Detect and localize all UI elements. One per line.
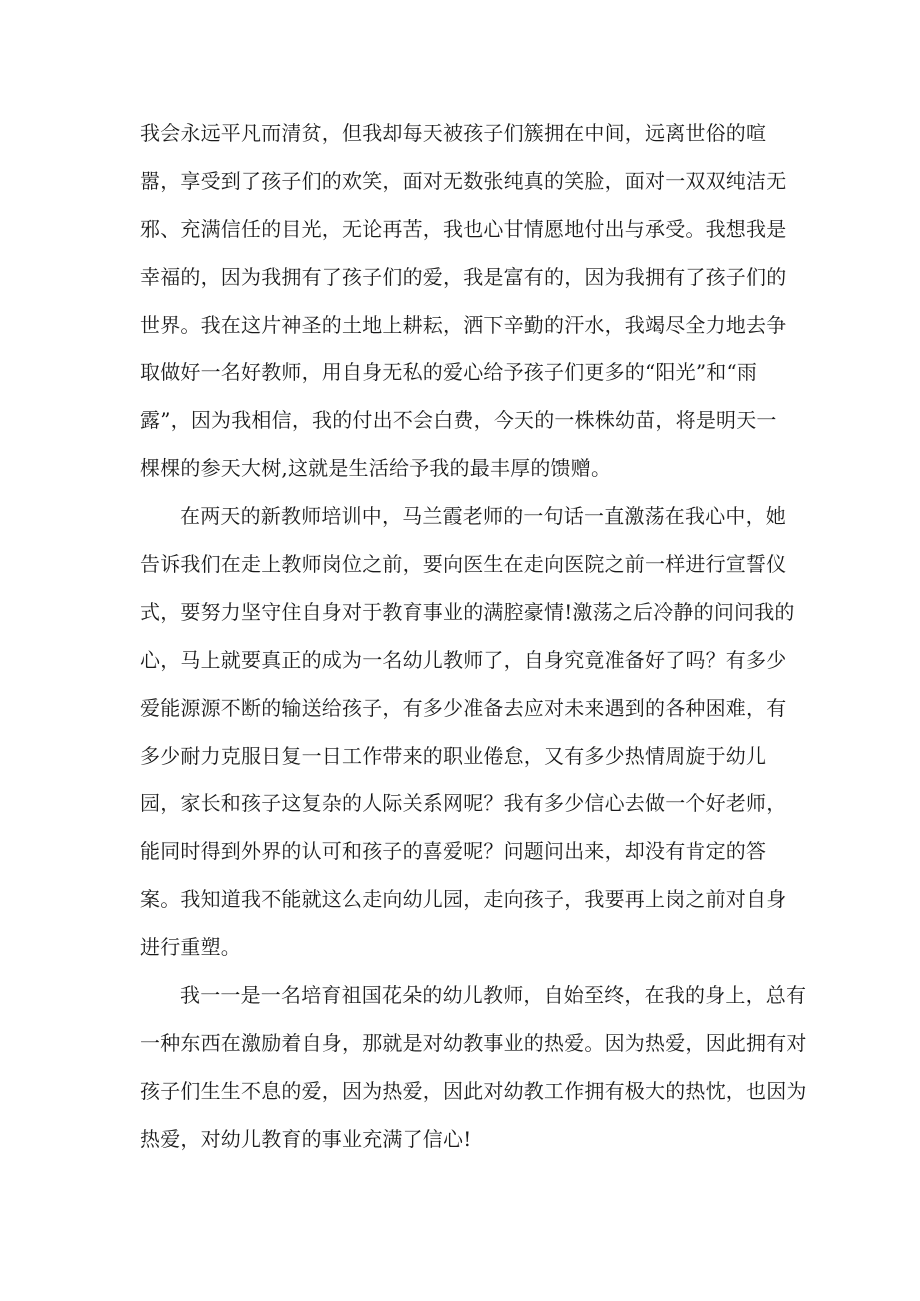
text-line: 热爱，对幼儿教育的事业充满了信心!	[140, 1126, 472, 1151]
text-line: 世界。我在这片神圣的土地上耕耘，洒下辛勤的汗水，我竭尽全力地去争	[140, 312, 787, 337]
text-line: 嚣，享受到了孩子们的欢笑，面对无数张纯真的笑脸，面对一双双纯洁无	[140, 168, 787, 193]
text-line: 在两天的新教师培训中，马兰霞老师的一句话一直激荡在我心中，她	[180, 504, 786, 529]
text-line: 取做好一名好教师，用自身无私的爱心给予孩子们更多的“阳光”和“雨	[140, 360, 758, 385]
text-line: 爱能源源不断的输送给孩子，有多少准备去应对未来遇到的各种困难，有	[140, 695, 787, 720]
paragraph-3	[140, 972, 807, 1164]
text-line: 进行重塑。	[140, 935, 241, 960]
text-line: 能同时得到外界的认可和孩子的喜爱呢？问题问出来，却没有肯定的答	[140, 839, 767, 864]
text-line: 案。我知道我不能就这么走向幼儿园，走向孩子，我要再上岗之前对自身	[140, 887, 787, 912]
text-line: 孩子们生生不息的爱，因为热爱，因此对幼教工作拥有极大的热忱，也因为	[140, 1078, 807, 1103]
text-line: 园，家长和孩子这复杂的人际关系网呢？我有多少信心去做一个好老师，	[140, 791, 787, 816]
text-line: 露”，因为我相信，我的付出不会白费，今天的一株株幼苗，将是明天一	[140, 408, 777, 433]
text-line: 幸福的，因为我拥有了孩子们的爱，我是富有的，因为我拥有了孩子们的	[140, 264, 787, 289]
text-line: 式，要努力坚守住自身对于教育事业的满腔豪情!激荡之后冷静的问问我的	[140, 599, 795, 624]
text-line: 一种东西在激励着自身，那就是对幼教事业的热爱。因为热爱，因此拥有对	[140, 1030, 807, 1055]
paragraph-2	[140, 493, 795, 972]
text-line: 邪、充满信任的目光，无论再苦，我也心甘情愿地付出与承受。我想我是	[140, 216, 787, 241]
text-line: 我一一是一名培育祖国花朵的幼儿教师，自始至终，在我的身上，总有	[180, 983, 807, 1008]
document-body	[140, 110, 807, 1164]
text-line: 告诉我们在走上教师岗位之前，要向医生在走向医院之前一样进行宣誓仪	[140, 552, 787, 577]
text-line: 心，马上就要真正的成为一名幼儿教师了，自身究竟准备好了吗？有多少	[140, 647, 787, 672]
paragraph-1	[140, 110, 790, 493]
text-line: 棵棵的参天大树,这就是生活给予我的最丰厚的馈赠。	[140, 456, 612, 481]
text-line: 我会永远平凡而清贫，但我却每天被孩子们簇拥在中间，远离世俗的喧	[140, 121, 767, 145]
text-line: 多少耐力克服日复一日工作带来的职业倦怠，又有多少热情周旋于幼儿	[140, 743, 767, 768]
